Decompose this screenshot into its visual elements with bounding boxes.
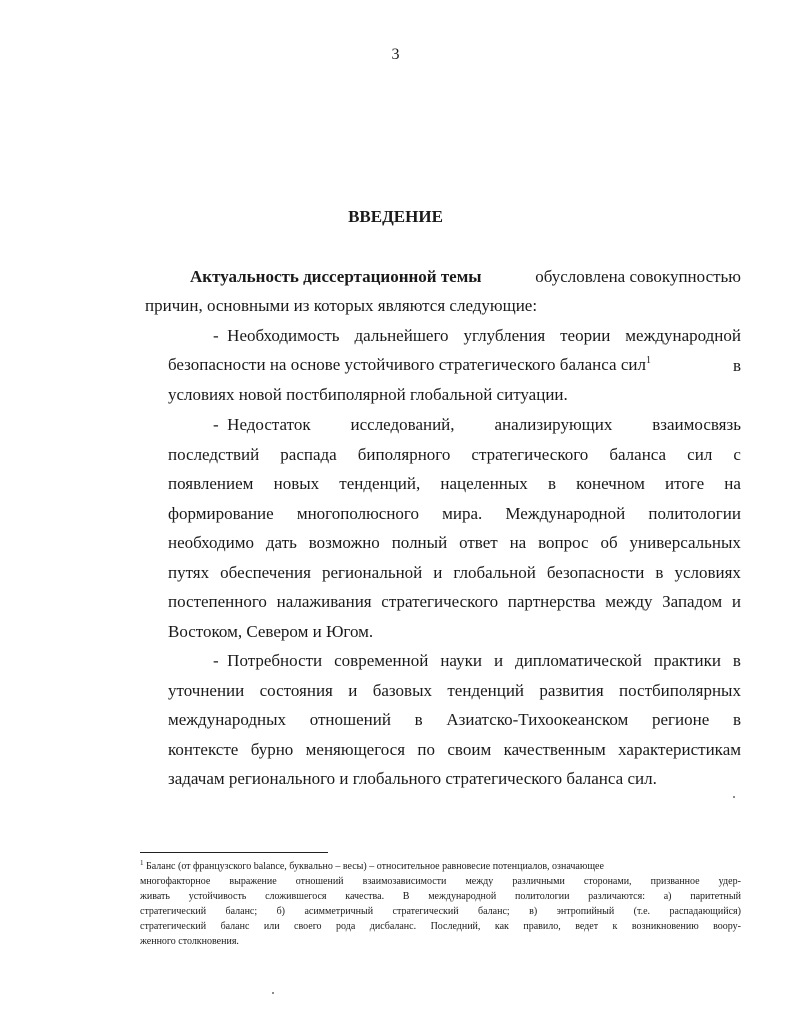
intro-line-1-rest: обусловлена совокупностью — [535, 267, 741, 286]
item-1-line-1: - Необходимость дальнейшего углубления теории международной — [213, 326, 741, 345]
page-number: 3 — [391, 46, 400, 63]
intro-line-2: причин, основными из которых являются следующие: — [145, 296, 538, 315]
footnote-line-1-text: Баланс (от французского balance, буквально – весы) – относительное равновесие потенциалов, означающее — [146, 861, 604, 872]
item-1-line-3: условиях новой постбиполярной глобальной ситуации. — [168, 385, 568, 404]
item-3-line-4: контексте бурно меняющегося по своим качественным характеристикам — [168, 740, 741, 759]
item-2-line-6: путях обеспечения региональной и глобальной безопасности в условиях — [168, 563, 741, 582]
footnote-line-2: многофакторное выражение отношений взаимозависимости между различными сторонами, призванное удер- — [140, 876, 741, 887]
footnote-line-3: живать устойчивость сложившегося качества. В международной политологии различаются: а) паритетный — [140, 891, 741, 902]
footnote-line-4: стратегический баланс; б) асимметричный стратегический баланс; в) энтропийный (т.е. распадающийся) — [140, 906, 741, 917]
item-2-line-1: - Недостаток исследований, анализирующих взаимосвязь — [213, 415, 741, 434]
section-heading: ВВЕДЕНИЕ — [348, 207, 443, 226]
scan-speck — [733, 796, 735, 798]
item-3-line-5: задачам регионального и глобального стратегического баланса сил. — [168, 769, 657, 788]
footnote-reference: 1 — [645, 355, 651, 366]
footnote-separator — [140, 852, 328, 853]
item-1-line-2-text: безопасности на основе устойчивого стратегического баланса сил — [168, 355, 646, 374]
item-2-line-7: постепенного налаживания стратегического партнерства между Западом и — [168, 592, 741, 611]
intro-line-1 — [190, 268, 741, 285]
item-2-line-4: формирование многополюсного мира. Международной политологии — [168, 504, 741, 523]
item-2-line-5: необходимо дать возможно полный ответ на вопрос об универсальных — [168, 533, 741, 552]
footnote-line-5: стратегический баланс или своего рода дисбаланс. Последний, как правило, ведет к возникновению воору- — [140, 921, 741, 932]
item-2-line-8: Востоком, Севером и Югом. — [168, 622, 374, 641]
footnote-line-1 — [140, 859, 741, 872]
item-1-line-2-tail: в — [733, 356, 742, 375]
footnote-line-6: женного столкновения. — [140, 936, 239, 947]
item-1-line-2 — [168, 356, 651, 373]
item-3-line-1: - Потребности современной науки и дипломатической практики в — [213, 651, 741, 670]
item-2-line-3: появлением новых тенденций, нацеленных в конечном итоге на — [168, 474, 741, 493]
footnote-mark: 1 — [140, 859, 144, 867]
item-3-line-2: уточнении состояния и базовых тенденций развития постбиполярных — [168, 681, 741, 700]
item-3-line-3: международных отношений в Азиатско-Тихоокеанском регионе в — [168, 710, 741, 729]
item-2-line-2: последствий распада биполярного стратегического баланса сил с — [168, 445, 741, 464]
intro-bold-lead: Актуальность диссертационной темы — [190, 267, 482, 286]
scan-speck — [272, 992, 274, 994]
